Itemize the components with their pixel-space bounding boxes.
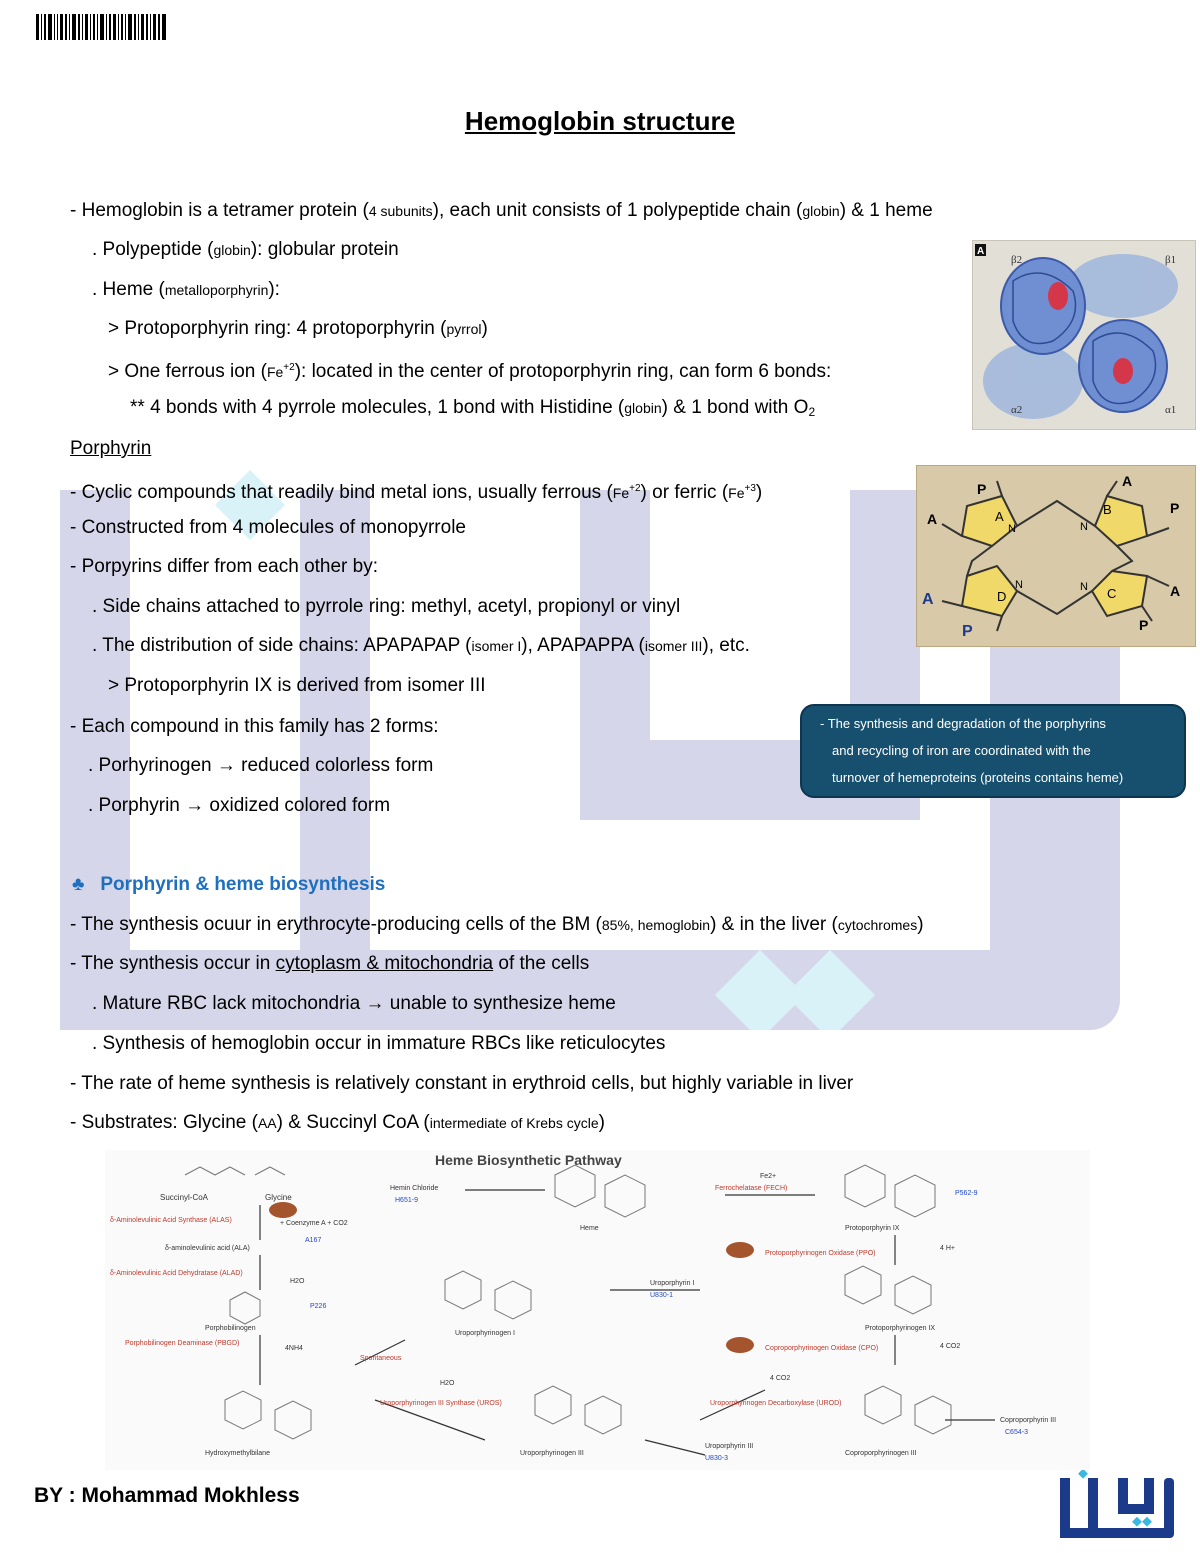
protoporphyrinogen-9-label: Protoporphyrinogen IX xyxy=(865,1325,936,1332)
biosynthesis-line-4: . Synthesis of hemoglobin occur in immature RBCs like reticulocytes xyxy=(92,1033,666,1054)
intro-line-1: - Hemoglobin is a tetramer protein (4 subunits), each unit consists of 1 polypeptide chain (globin) & 1 heme xyxy=(70,200,933,221)
hydroxymethylbilane-label: Hydroxymethylbilane xyxy=(205,1450,270,1457)
intro-line-6: ** 4 bonds with 4 pyrrole molecules, 1 bond with Histidine (globin) & 1 bond with O2 xyxy=(130,397,816,419)
urod-enzyme-label: Uroporphyrinogen Decarboxylase (UROD) xyxy=(710,1400,842,1407)
intro-line-5: > One ferrous ion $(Fe^{+2})$: located in the center of protoporphyrin ring, can form 6 bonds: xyxy=(108,361,832,382)
n-label-c: N xyxy=(1080,581,1088,593)
h2o-label-2: H2O xyxy=(440,1380,455,1387)
hemin-chloride-label: Hemin Chloride xyxy=(390,1185,439,1192)
u830-1-code: U830-1 xyxy=(650,1292,673,1299)
coenzyme-a-label: + Coenzyme A + CO2 xyxy=(280,1220,348,1227)
hemoglobin-structure-figure xyxy=(972,240,1196,430)
h4-label: 4 H+ xyxy=(940,1245,955,1252)
note-line-3: turnover of hemeproteins (proteins contains heme) xyxy=(832,770,1124,785)
succinyl-coa-label: Succinyl-CoA xyxy=(160,1193,209,1202)
ppo-enzyme-label: Protoporphyrinogen Oxidase (PPO) xyxy=(765,1250,876,1257)
side-chain-a-1: A xyxy=(927,511,938,527)
uroporphyrinogen-1-label: Uroporphyrinogen I xyxy=(455,1330,515,1337)
brand-logo xyxy=(1058,1470,1176,1542)
porphyrin-line-5: . The distribution of side chains: APAPAPAP (isomer I), APAPAPPA (isomer III), etc. xyxy=(92,635,750,656)
porphyrin-line-3: - Porpyrins differ from each other by: xyxy=(70,556,378,577)
label-alpha1: α1 xyxy=(1165,404,1177,416)
ring-c-label: C xyxy=(1107,586,1117,601)
side-chain-a-4: A xyxy=(922,591,934,608)
ring-a-label: A xyxy=(995,509,1004,524)
cpo-enzyme-label: Coproporphyrinogen Oxidase (CPO) xyxy=(765,1345,879,1352)
biosynthesis-heading: ♣ Porphyrin & heme biosynthesis xyxy=(72,874,386,895)
heme-biosynthetic-pathway-figure xyxy=(105,1150,1090,1470)
spontaneous-label: Spontaneous xyxy=(360,1355,402,1362)
p226-code: P226 xyxy=(310,1303,327,1310)
uroporphyrinogen-3-label: Uroporphyrinogen III xyxy=(520,1450,584,1457)
porphyrin-line-4: . Side chains attached to pyrrole ring: methyl, acetyl, propionyl or vinyl xyxy=(92,596,681,617)
uroporphyrin-1-label: Uroporphyrin I xyxy=(650,1280,695,1287)
coproporphyrinogen-3-label: Coproporphyrinogen III xyxy=(845,1450,917,1457)
club-bullet-icon: ♣ xyxy=(72,874,85,895)
co2-label-2: 4 CO2 xyxy=(940,1343,961,1350)
intro-line-4: > Protoporphyrin ring: 4 protoporphyrin (pyrrol) xyxy=(108,318,488,339)
pbgd-enzyme-label: Porphobilinogen Deaminase (PBGD) xyxy=(125,1340,240,1347)
side-chain-p-2: P xyxy=(1170,500,1180,516)
porphyrin-heading: Porphyrin xyxy=(70,438,152,459)
biosynthesis-line-1: - The synthesis ocuur in erythrocyte-producing cells of the BM (85%, hemoglobin) & in the liver (cytochromes) xyxy=(70,914,924,935)
note-line-2: and recycling of iron are coordinated with the xyxy=(832,743,1091,758)
hemoglobin-illustration xyxy=(973,241,1195,429)
pathway-title: Heme Biosynthetic Pathway xyxy=(435,1152,622,1168)
author-credit: BY : Mohammad Mokhless xyxy=(34,1484,300,1507)
porphyrin-line-1: - Cyclic compounds that readily bind metal ions, usually ferrous $(Fe^{+2})$ or ferric $(Fe^{+3})$ xyxy=(70,482,763,503)
ala-label: δ-aminolevulinic acid (ALA) xyxy=(165,1245,250,1252)
porphyrin-ring-figure xyxy=(916,465,1196,647)
uroporphyrin-3-label: Uroporphyrin III xyxy=(705,1443,754,1450)
side-chain-a-3: A xyxy=(1170,583,1181,599)
fech-enzyme-label: Ferrochelatase (FECH) xyxy=(715,1185,788,1192)
biosynthesis-line-6: - Substrates: Glycine (AA) & Succinyl CoA (intermediate of Krebs cycle) xyxy=(70,1112,605,1133)
glycine-label: Glycine xyxy=(265,1193,292,1202)
biosynthesis-line-5: - The rate of heme synthesis is relatively constant in erythroid cells, but highly variable in liver xyxy=(70,1073,854,1094)
mitochondria-icon-2 xyxy=(726,1242,754,1258)
n-label-a: N xyxy=(1008,523,1016,535)
h651-9-code: H651-9 xyxy=(395,1197,418,1204)
a167-code: A167 xyxy=(305,1237,322,1244)
note-line-1: - The synthesis and degradation of the porphyrins xyxy=(820,716,1106,731)
coproporphyrin-3-label: Coproporphyrin III xyxy=(1000,1417,1057,1424)
alad-enzyme-label: δ-Aminolevulinic Acid Dehydratase (ALAD) xyxy=(110,1270,243,1277)
h2o-label-1: H2O xyxy=(290,1278,305,1285)
side-chain-p-1: P xyxy=(977,481,987,497)
porphyrin-line-6: > Protoporphyrin IX is derived from isomer III xyxy=(108,675,486,696)
mitochondria-icon-3 xyxy=(726,1337,754,1353)
page-title: Hemoglobin structure xyxy=(464,106,736,136)
label-beta1: β1 xyxy=(1165,254,1177,266)
biosynthesis-line-2: - The synthesis occur in cytoplasm & mitochondria of the cells xyxy=(70,953,590,974)
pathway-diagram xyxy=(105,1150,1090,1470)
porphyrin-line-2: - Constructed from 4 molecules of monopyrrole xyxy=(70,517,466,538)
co2-label-1: 4 CO2 xyxy=(770,1375,791,1382)
label-beta2: β2 xyxy=(1011,254,1023,266)
porphobilinogen-label: Porphobilinogen xyxy=(205,1325,256,1332)
nh4-label: 4NH4 xyxy=(285,1345,303,1352)
intro-line-2: . Polypeptide (globin): globular protein xyxy=(92,239,399,260)
fe-label: Fe2+ xyxy=(760,1173,777,1180)
porphyrin-line-7: - Each compound in this family has 2 forms: xyxy=(70,716,439,737)
c654-3-code: C654-3 xyxy=(1005,1429,1028,1436)
heme-label: Heme xyxy=(580,1225,599,1232)
ring-b-label: B xyxy=(1103,502,1112,517)
n-label-b: N xyxy=(1080,521,1088,533)
porphyrin-line-8: . Porhyrinogen → reduced colorless form xyxy=(88,755,434,776)
side-chain-a-2: A xyxy=(1122,473,1133,489)
side-chain-p-3: P xyxy=(1139,617,1149,633)
label-alpha2: α2 xyxy=(1011,404,1023,416)
mitochondria-icon-1 xyxy=(269,1202,297,1218)
u830-3-code: U830-3 xyxy=(705,1455,728,1462)
p562-9-code: P562-9 xyxy=(955,1190,978,1197)
n-label-d: N xyxy=(1015,579,1023,591)
note-callout xyxy=(800,704,1186,798)
protoporphyrin-9-label: Protoporphyrin IX xyxy=(845,1225,900,1232)
ring-d-label: D xyxy=(997,589,1007,604)
biosynthesis-line-3: . Mature RBC lack mitochondria → unable to synthesize heme xyxy=(92,993,616,1014)
intro-line-3: . Heme (metalloporphyrin): xyxy=(92,279,280,300)
barcode xyxy=(36,14,168,40)
porphyrin-line-9: . Porphyrin → oxidized colored form xyxy=(88,795,391,816)
uros-enzyme-label: Uroporphyrinogen III Synthase (UROS) xyxy=(380,1400,502,1407)
alas-enzyme-label: δ-Aminolevulinic Acid Synthase (ALAS) xyxy=(110,1217,232,1224)
side-chain-p-4: P xyxy=(962,623,973,640)
panel-label: A xyxy=(977,246,985,257)
porphyrin-ring-diagram xyxy=(917,466,1195,646)
